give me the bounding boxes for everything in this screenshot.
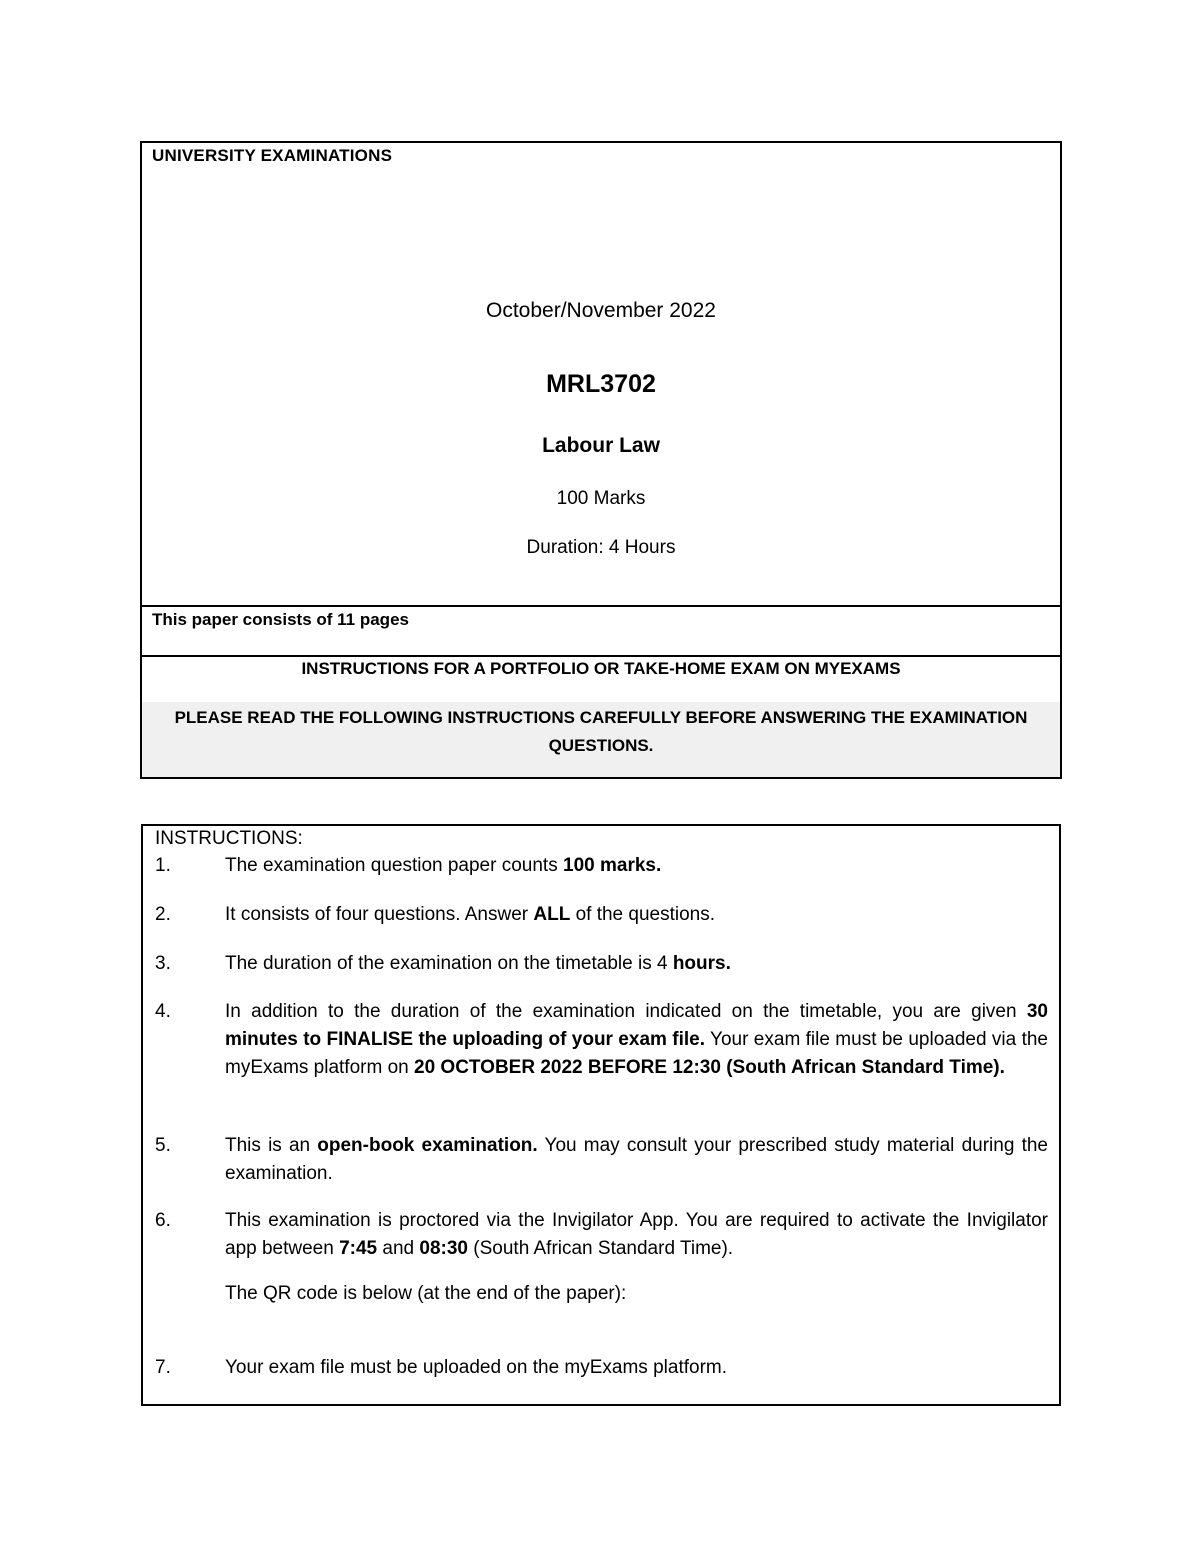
text-segment: The examination question paper counts — [225, 855, 563, 876]
instructions-title: INSTRUCTIONS: — [155, 828, 303, 849]
instruction-text — [225, 1280, 1048, 1308]
instruction-text — [225, 852, 1048, 880]
bold-text-segment: open-book examination. — [317, 1135, 538, 1156]
instruction-number: 2. — [155, 904, 171, 925]
instruction-number: 5. — [155, 1135, 171, 1156]
text-segment: It consists of four questions. Answer — [225, 904, 534, 925]
instruction-text — [225, 1354, 1048, 1382]
total-marks: 100 Marks — [556, 488, 646, 509]
text-segment: The QR code is below (at the end of the paper): — [225, 1283, 627, 1304]
bold-text-segment: 08:30 — [419, 1238, 468, 1259]
bold-text-segment: 100 marks. — [563, 855, 662, 876]
instructions-box — [141, 824, 1061, 1406]
bold-text-segment: 30 minutes to FINALISE the uploading of your exam file. — [225, 1001, 1048, 1050]
bold-text-segment: 7:45 — [339, 1238, 378, 1259]
instruction-number: 7. — [155, 1357, 171, 1378]
text-segment: This is an — [225, 1135, 318, 1156]
page-count: This paper consists of 11 pages — [152, 610, 409, 629]
text-segment: Your exam file must be uploaded via the myExams platform on — [225, 1029, 1048, 1078]
divider — [142, 655, 1060, 657]
instruction-number: 3. — [155, 953, 171, 974]
module-name: Labour Law — [542, 434, 660, 457]
divider — [142, 605, 1060, 607]
bold-text-segment: 20 OCTOBER 2022 BEFORE 12:30 (South African Standard Time). — [414, 1057, 1005, 1078]
university-heading: UNIVERSITY EXAMINATIONS — [152, 146, 393, 165]
module-code: MRL3702 — [546, 370, 656, 398]
text-segment: Your exam file must be uploaded on the myExams platform. — [225, 1357, 727, 1378]
text-segment: This examination is proctored via the Invigilator App. You are required to activate the Invigilator app between — [225, 1210, 1048, 1259]
text-segment: (South African Standard Time). — [468, 1238, 734, 1259]
please-read-notice: PLEASE READ THE FOLLOWING INSTRUCTIONS CAREFULLY BEFORE ANSWERING THE EXAMINATION QUESTIONS. — [174, 708, 1028, 755]
text-segment: You may consult your prescribed study material during the examination. — [225, 1135, 1048, 1184]
instruction-number: 1. — [155, 855, 171, 876]
instruction-text — [225, 901, 1048, 929]
bold-text-segment: hours. — [672, 953, 731, 974]
text-segment: In addition to the duration of the examination indicated on the timetable, you are given — [225, 1001, 1027, 1022]
instruction-text — [225, 1132, 1048, 1188]
instructions-heading: INSTRUCTIONS FOR A PORTFOLIO OR TAKE-HOME EXAM ON MYEXAMS — [301, 659, 901, 678]
cover-box — [140, 141, 1062, 779]
instruction-text — [225, 1207, 1048, 1263]
text-segment: of the questions. — [570, 904, 716, 925]
instruction-text — [225, 950, 1048, 978]
instruction-number: 4. — [155, 1001, 171, 1022]
bold-text-segment: ALL — [533, 904, 571, 925]
text-segment: and — [377, 1238, 420, 1259]
instruction-text — [225, 998, 1048, 1082]
exam-duration: Duration: 4 Hours — [526, 537, 676, 558]
text-segment: The duration of the examination on the timetable is 4 — [225, 953, 673, 974]
exam-session: October/November 2022 — [486, 299, 716, 322]
instruction-number: 6. — [155, 1210, 171, 1231]
